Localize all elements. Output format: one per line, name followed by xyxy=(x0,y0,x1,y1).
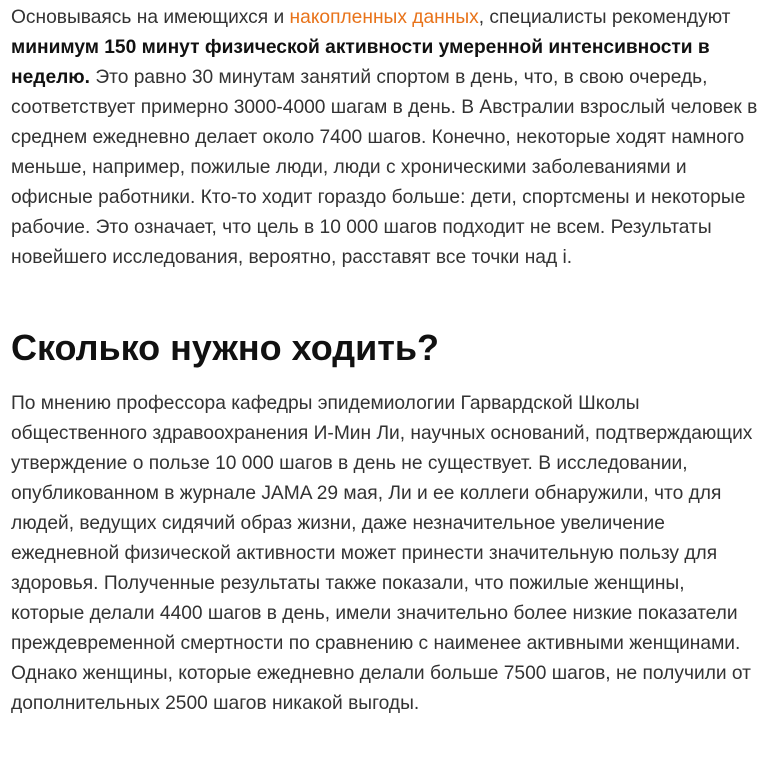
paragraph-intro-rest: Это равно 30 минутам занятий спортом в день, что, в свою очередь, соответствует примерно 3000-4000 шагам в день. В Австралии взрослый человек в среднем ежедневно делает около 7400 шагов. Конечно, некоторые ходят намного меньше, например, пожилые люди, люди с хроническими заболеваниями и офисные работники. Кто-то ходит гораздо больше: дети, спортсмены и некоторые рабочие. Это означает, что цель в 10 000 шагов подходит не всем. Результаты новейшего исследования, вероятно, расставят все точки над i. xyxy=(11,67,758,268)
section-heading: Сколько нужно ходить? xyxy=(11,327,440,368)
accumulated-data-link[interactable]: накопленных данных xyxy=(289,7,479,28)
article-body xyxy=(0,3,771,719)
paragraph-intro-text: Основываясь на имеющихся и xyxy=(11,7,290,28)
paragraph-study: По мнению профессора кафедры эпидемиологии Гарвардской Школы общественного здравоохранения И-Мин Ли, научных оснований, подтверждающих утверждение о пользе 10 000 шагов в день не существует. В исследовании, опубликованном в журнале JAMA 29 мая, Ли и ее коллеги обнаружили, что для людей, ведущих сидячий образ жизни, даже незначительное увеличение ежедневной физической активности может принести значительную пользу для здоровья. Полученные результаты также показали, что пожилые женщины, которые делали 4400 шагов в день, имели значительно более низкие показатели преждевременной смертности по сравнению с наименее активными женщинами. Однако женщины, которые ежедневно делали больше 7500 шагов, не получили от дополнительных 2500 шагов никакой выгоды. xyxy=(11,393,753,714)
paragraph-intro-after-link: , специалисты рекомендуют xyxy=(478,7,731,28)
paragraph-intro xyxy=(11,3,763,273)
recommendation-bold-text: минимум 150 минут физической активности умеренной интенсивности в неделю. xyxy=(11,37,710,88)
